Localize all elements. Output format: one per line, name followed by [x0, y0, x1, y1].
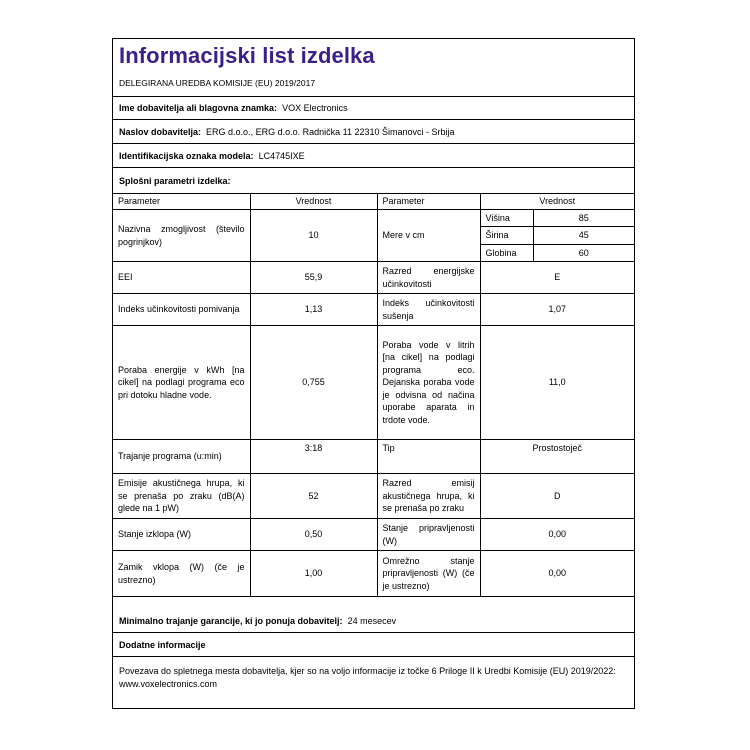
noise-class-label: Razred emisij akustičnega hrupa, ki se prenaša po zraku	[377, 474, 480, 519]
drying-index-value: 1,07	[480, 294, 634, 326]
table-row	[113, 294, 634, 326]
noise-emission-value: 52	[250, 474, 377, 519]
header-value-2: Vrednost	[480, 194, 634, 210]
additional-info-text: Povezava do spletnega mesta dobavitelja, kjer so na voljo informacije iz točke 6 Priloge II k Uredbi Komisije (EU) 2019/2022: www.voxelectronics.com	[119, 666, 616, 689]
guarantee-label: Minimalno trajanje garancije, ki jo ponuja dobavitelj:	[119, 615, 343, 626]
table-row	[113, 551, 634, 597]
supplier-name-value: VOX Electronics	[282, 103, 348, 113]
additional-info-row	[113, 657, 634, 709]
height-value: 85	[533, 210, 634, 227]
page-title: Informacijski list izdelka	[119, 43, 375, 68]
water-consumption-value: 11,0	[480, 326, 634, 440]
type-value: Prostostoječ	[480, 440, 634, 474]
model-identifier-value: LC4745IXE	[258, 150, 305, 161]
parameters-table	[113, 193, 634, 597]
table-row	[113, 262, 634, 294]
general-parameters-label: Splošni parametri izdelka:	[119, 175, 231, 186]
delay-start-label: Zamik vklopa (W) (če je ustrezno)	[113, 551, 250, 597]
header-parameter-2: Parameter	[377, 194, 480, 210]
supplier-address-row	[113, 120, 634, 144]
eei-label: EEI	[113, 262, 250, 294]
supplier-address-value: ERG d.o.o., ERG d.o.o. Radnička 11 22310 Šimanovci - Srbija	[206, 126, 455, 137]
guarantee-row	[113, 609, 634, 633]
table-row	[113, 210, 634, 227]
product-information-sheet	[112, 38, 635, 709]
off-mode-label: Stanje izklopa (W)	[113, 519, 250, 551]
height-label: Višina	[480, 210, 533, 227]
water-consumption-label: Poraba vode v litrih [na cikel] na podlagi programa eco. Dejanska poraba vode je odvisna od načina uporabe aparata in trdote vode.	[377, 326, 480, 440]
table-header-row	[113, 194, 634, 210]
header-section	[113, 39, 634, 97]
type-label: Tip	[377, 440, 480, 474]
model-identifier-row	[113, 144, 634, 168]
width-label: Širina	[480, 227, 533, 245]
table-row	[113, 326, 634, 440]
drying-index-label: Indeks učinkovitosti sušenja	[377, 294, 480, 326]
header-value-1: Vrednost	[250, 194, 377, 210]
capacity-value: 10	[250, 210, 377, 262]
noise-class-value: D	[480, 474, 634, 519]
additional-info-label: Dodatne informacije	[119, 639, 206, 650]
program-duration-label: Trajanje programa (u:min)	[113, 440, 250, 474]
header-parameter-1: Parameter	[113, 194, 250, 210]
table-row	[113, 474, 634, 519]
table-row	[113, 519, 634, 551]
table-row	[113, 440, 634, 474]
standby-mode-value: 0,00	[480, 519, 634, 551]
depth-value: 60	[533, 245, 634, 262]
additional-info-header-row	[113, 633, 634, 657]
depth-label: Globina	[480, 245, 533, 262]
supplier-address-label: Naslov dobavitelja:	[119, 126, 202, 137]
delay-start-value: 1,00	[250, 551, 377, 597]
cleaning-index-value: 1,13	[250, 294, 377, 326]
guarantee-value: 24 mesecev	[347, 615, 397, 626]
program-duration-value: 3:18	[250, 440, 377, 474]
energy-class-label: Razred energijske učinkovitosti	[377, 262, 480, 294]
model-identifier-label: Identifikacijska oznaka modela:	[119, 150, 254, 161]
width-value: 45	[533, 227, 634, 245]
general-parameters-row	[113, 168, 634, 193]
regulation-subtitle: DELEGIRANA UREDBA KOMISIJE (EU) 2019/2017	[119, 78, 316, 88]
supplier-name-label: Ime dobavitelja ali blagovna znamka:	[119, 103, 278, 113]
off-mode-value: 0,50	[250, 519, 377, 551]
standby-mode-label: Stanje pripravljenosti (W)	[377, 519, 480, 551]
supplier-name-row	[113, 97, 634, 120]
dimensions-label: Mere v cm	[377, 210, 480, 262]
cleaning-index-label: Indeks učinkovitosti pomivanja	[113, 294, 250, 326]
noise-emission-label: Emisije akustičnega hrupa, ki se prenaša po zraku (dB(A) glede na 1 pW)	[113, 474, 250, 519]
network-standby-label: Omrežno stanje pripravljenosti (W) (če je ustrezno)	[377, 551, 480, 597]
energy-class-value: E	[480, 262, 634, 294]
network-standby-value: 0,00	[480, 551, 634, 597]
energy-consumption-value: 0,755	[250, 326, 377, 440]
energy-consumption-label: Poraba energije v kWh [na cikel] na podlagi programa eco pri dotoku hladne vode.	[113, 326, 250, 440]
eei-value: 55,9	[250, 262, 377, 294]
capacity-label: Nazivna zmogljivost (število pogrinjkov)	[113, 210, 250, 262]
